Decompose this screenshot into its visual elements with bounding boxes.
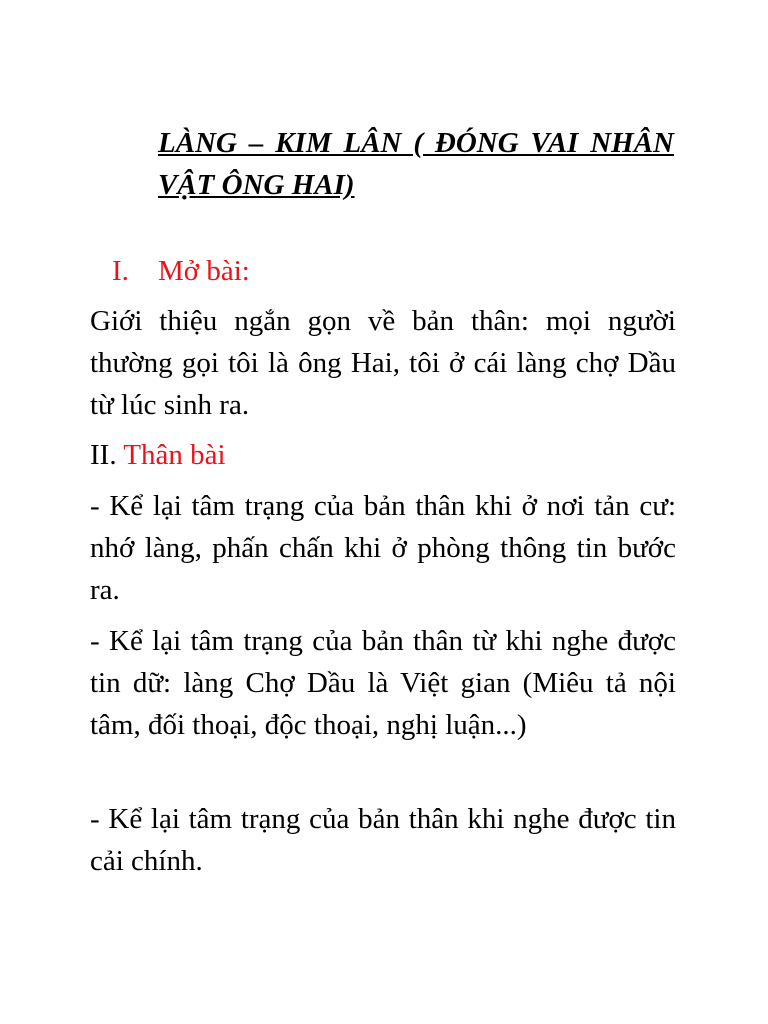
section-1-number: I. — [112, 255, 129, 287]
body-paragraph-3: - Kể lại tâm trạng của bản thân khi nghe được tin cải chính. — [90, 803, 676, 877]
body-paragraph-1: - Kể lại tâm trạng của bản thân khi ở nơi tản cư: nhớ làng, phấn chấn khi ở phòng thông tin bước ra. — [90, 490, 676, 606]
section-1-heading — [112, 252, 250, 290]
intro-paragraph: Giới thiệu ngắn gọn về bản thân: mọi người thường gọi tôi là ông Hai, tôi ở cái làng chợ Dầu từ lúc sinh ra. — [90, 305, 676, 421]
document-title: LÀNG – KIM LÂN ( ĐÓNG VAI NHÂN VẬT ÔNG HAI) — [158, 127, 674, 201]
section-1-label: Mở bài: — [158, 255, 250, 287]
section-2-heading — [90, 434, 676, 476]
section-2-label: Thân bài — [123, 439, 226, 471]
section-2-number: II. — [90, 439, 117, 471]
body-paragraph-2: - Kể lại tâm trạng của bản thân từ khi nghe được tin dữ: làng Chợ Dầu là Việt gian (Miêu tả nội tâm, đối thoại, độc thoại, nghị luận...) — [90, 625, 676, 741]
